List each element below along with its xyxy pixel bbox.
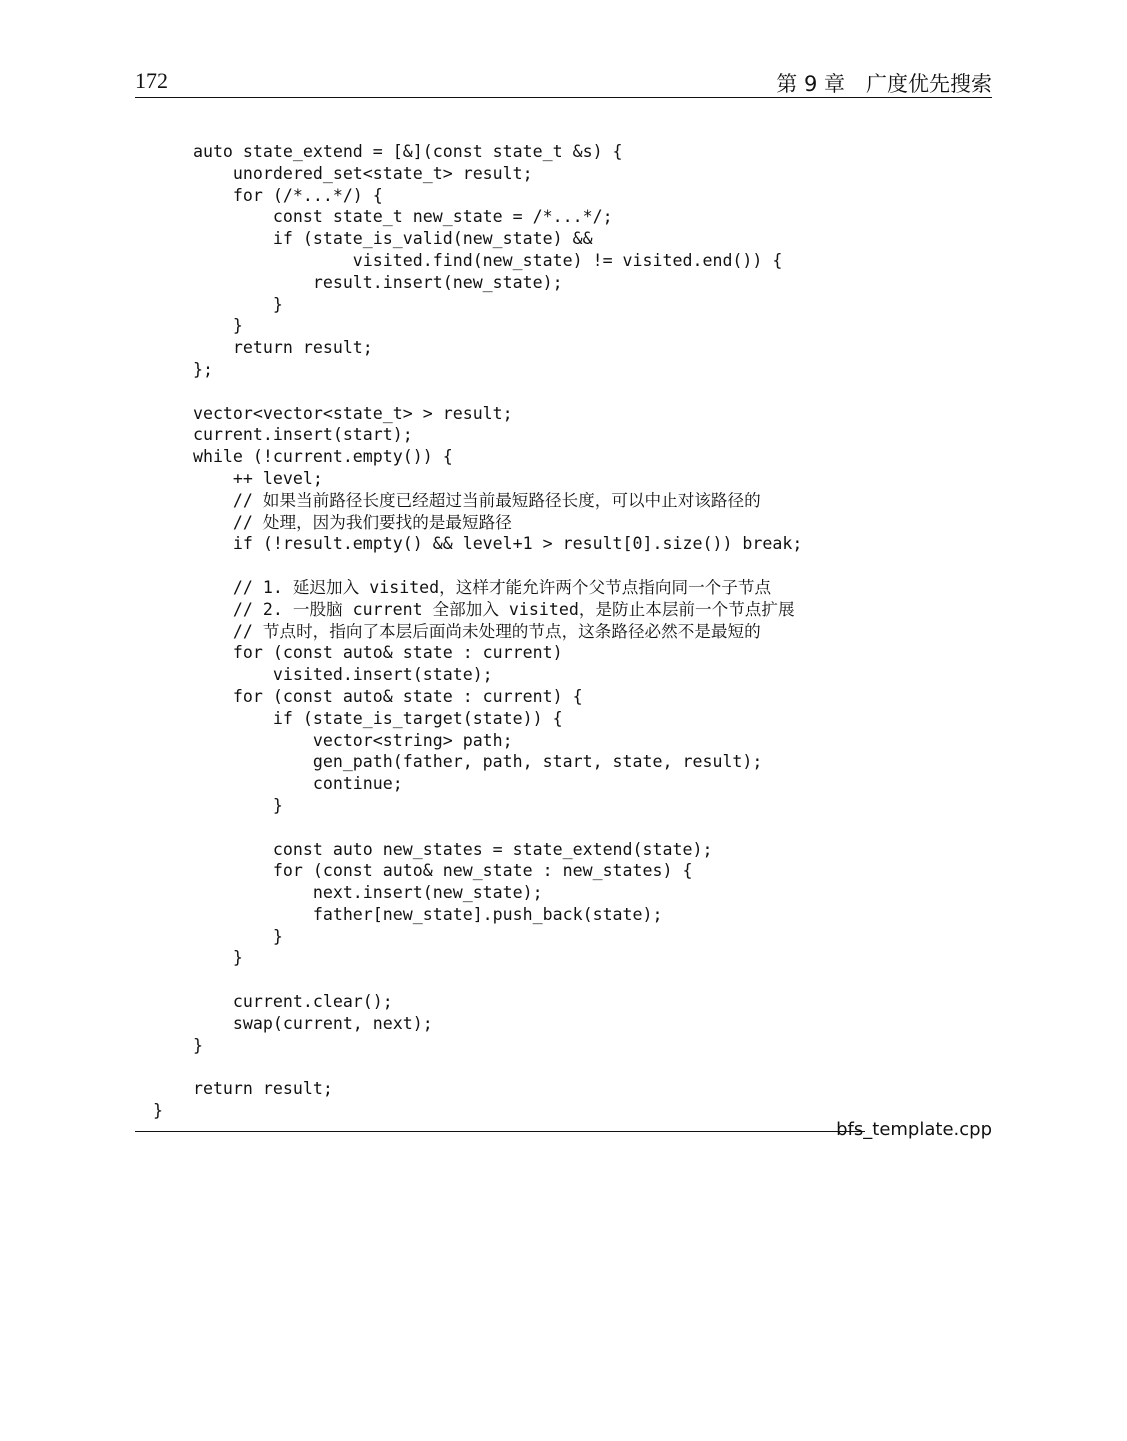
- code-line: [153, 1056, 802, 1078]
- code-line: }: [153, 926, 283, 946]
- code-line: current.clear();: [153, 992, 393, 1012]
- code-line: }: [153, 1101, 163, 1121]
- code-line: for (const auto& new_state : new_states) {: [153, 861, 693, 881]
- code-line: return result;: [153, 1079, 333, 1099]
- code-line: }: [153, 1035, 203, 1055]
- code-line: }: [153, 795, 283, 815]
- code-line: gen_path(father, path, start, state, result);: [153, 752, 763, 772]
- code-line: next.insert(new_state);: [153, 883, 543, 903]
- code-line: result.insert(new_state);: [153, 272, 563, 292]
- code-line: swap(current, next);: [153, 1013, 433, 1033]
- code-line: for (const auto& state : current) {: [153, 686, 583, 706]
- code-line: if (state_is_target(state)) {: [153, 708, 563, 728]
- code-line: for (/*...*/) {: [153, 185, 383, 205]
- code-line: current.insert(start);: [153, 425, 413, 445]
- chapter-running-header: 第 9 章 广度优先搜索: [776, 72, 992, 96]
- code-line: [153, 555, 802, 577]
- code-line: ++ level;: [153, 468, 323, 488]
- code-line: vector<vector<state_t> > result;: [153, 403, 513, 423]
- code-line: continue;: [153, 774, 403, 794]
- code-line: vector<string> path;: [153, 730, 513, 750]
- code-line: father[new_state].push_back(state);: [153, 904, 663, 924]
- code-line: }: [153, 948, 243, 968]
- listing-file-name: bfs_template.cpp: [836, 1119, 992, 1140]
- code-comment-line: // 如果当前路径长度已经超过当前最短路径长度，可以中止对该路径的: [153, 490, 761, 510]
- code-comment-line: // 节点时，指向了本层后面尚未处理的节点，这条路径必然不是最短的: [153, 621, 761, 641]
- code-line: visited.find(new_state) != visited.end()) {: [153, 250, 783, 270]
- code-line: }: [153, 316, 243, 336]
- code-line: for (const auto& state : current): [153, 643, 563, 663]
- code-line: unordered_set<state_t> result;: [153, 163, 533, 183]
- page-number: 172: [135, 68, 168, 93]
- listing-footer-rule: [135, 1131, 865, 1132]
- code-line: const auto new_states = state_extend(state);: [153, 839, 713, 859]
- code-line: visited.insert(state);: [153, 665, 493, 685]
- code-comment-line: // 2. 一股脑 current 全部加入 visited，是防止本层前一个节点扩展: [153, 599, 795, 619]
- code-comment-line: // 处理，因为我们要找的是最短路径: [153, 512, 512, 532]
- code-line: if (state_is_valid(new_state) &&: [153, 229, 593, 249]
- code-line: if (!result.empty() && level+1 > result[0].size()) break;: [153, 534, 803, 554]
- code-line: }: [153, 294, 283, 314]
- code-line: return result;: [153, 338, 373, 358]
- code-line: };: [153, 359, 213, 379]
- code-line: const state_t new_state = /*...*/;: [153, 207, 613, 227]
- code-line: [153, 817, 802, 839]
- code-line: [153, 969, 802, 991]
- code-comment-line: // 1. 延迟加入 visited，这样才能允许两个父节点指向同一个子节点: [153, 577, 772, 597]
- code-line: [153, 381, 802, 403]
- code-line: auto state_extend = [&](const state_t &s) {: [153, 142, 623, 161]
- code-line: while (!current.empty()) {: [153, 447, 453, 467]
- code-listing: [153, 141, 802, 1122]
- header-rule: [135, 97, 992, 98]
